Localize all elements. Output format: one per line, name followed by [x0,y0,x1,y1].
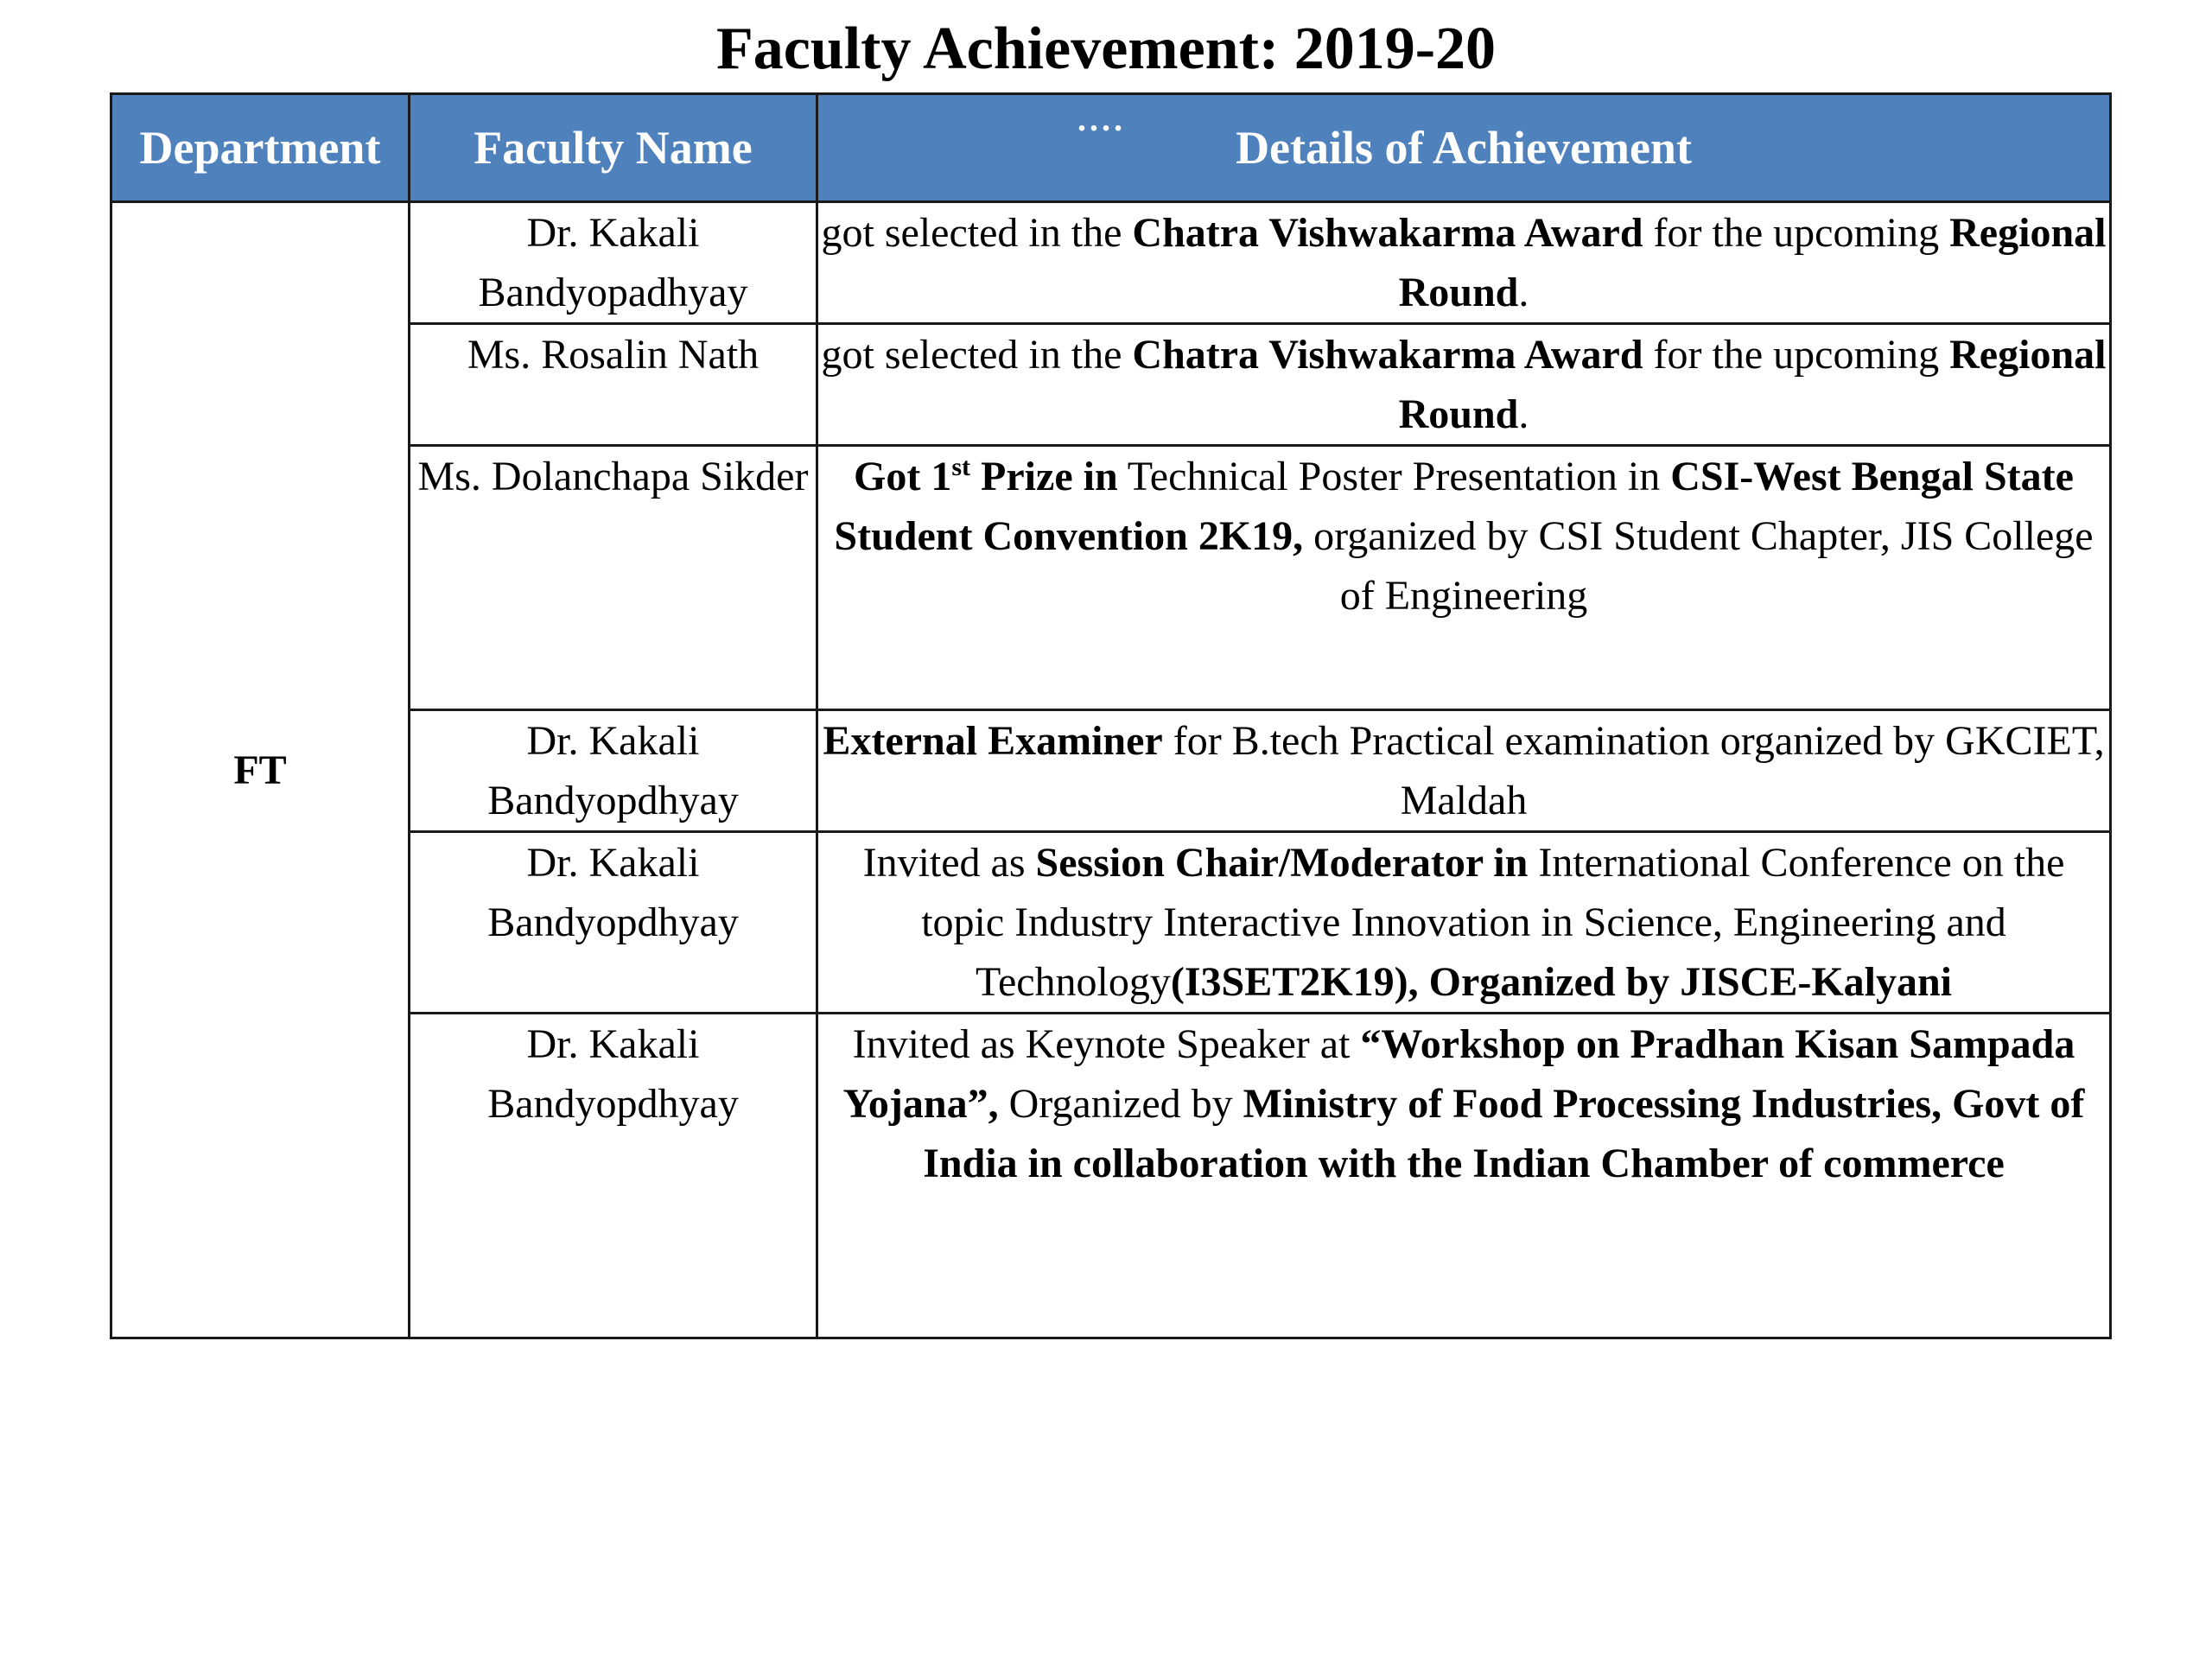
detail-text-run: CSI-West Bengal State Student Convention 2K19, [834,454,2074,559]
table-row [111,202,2111,324]
achievement-details-cell [817,324,2111,446]
faculty-name-cell: Ms. Rosalin Nath [410,324,817,446]
detail-text-run: got selected in the [821,210,1133,256]
detail-text-run: Regional Round [1398,210,2107,315]
table-header-row [111,94,2111,202]
detail-text-run: Regional Round [1398,332,2107,437]
department-cell: FT [111,202,410,1338]
detail-text-run: . [1518,391,1529,437]
header-details [817,94,2111,202]
detail-text-run: st [951,453,971,481]
table-row [111,1014,2111,1338]
detail-text-run: Invited as [862,840,1036,886]
table-row [111,832,2111,1014]
detail-text-run: . [1518,270,1529,315]
achievement-details-cell [817,202,2111,324]
detail-text-run: Technical Poster Presentation in [1117,454,1671,499]
detail-text-run: “Workshop on Pradhan Kisan Sampada Yojana”, [842,1021,2075,1127]
detail-text-run: Organized by [998,1081,1243,1127]
achievement-details-cell [817,446,2111,710]
header-faculty-name: Faculty Name [410,94,817,202]
detail-text-run: for B.tech Practical examination organized by GKCIET, Maldah [1162,718,2105,823]
header-details-label: Details of Achievement [1236,122,1692,174]
achievement-details-cell [817,710,2111,832]
header-department: Department [111,94,410,202]
detail-text-run: Prize in [970,454,1118,499]
detail-text-run: International Conference on the topic Industry Interactive Innovation in Science, Engineering and Technology [921,840,2065,1005]
detail-text-run: External Examiner [823,718,1163,764]
faculty-name-cell: Dr. Kakali Bandyopdhyay [410,1014,817,1338]
detail-text-run: for the upcoming [1643,332,1950,378]
table-row [111,324,2111,446]
detail-text-run: Chatra Vishwakarma Award [1132,210,1643,256]
detail-text-run: organized by CSI Student Chapter, JIS College of Engineering [1303,513,2094,619]
faculty-name-cell: Dr. Kakali Bandyopdhyay [410,710,817,832]
table-row [111,710,2111,832]
detail-text-run: (I3SET2K19), Organized by JISCE-Kalyani [1170,959,1953,1005]
faculty-name-cell: Dr. Kakali Bandyopadhyay [410,202,817,324]
achievement-details-cell [817,1014,2111,1338]
achievement-details-cell [817,832,2111,1014]
detail-text-run: Ministry of Food Processing Industries, Govt of India in collaboration with the Indian Chamber of commerce [923,1081,2085,1186]
detail-text-run: Invited as Keynote Speaker at [852,1021,1361,1067]
achievements-table [110,92,2112,1339]
detail-text-run: for the upcoming [1643,210,1950,256]
table-row [111,446,2111,710]
detail-text-run: Chatra Vishwakarma Award [1132,332,1643,378]
detail-text-run: got selected in the [821,332,1133,378]
faculty-name-cell: Ms. Dolanchapa Sikder [410,446,817,710]
detail-text-run: Got 1 [854,454,952,499]
detail-text-run: Session Chair/Moderator in [1035,840,1529,886]
header-dots: .... [1077,99,1126,138]
faculty-name-cell: Dr. Kakali Bandyopdhyay [410,832,817,1014]
page-title: Faculty Achievement: 2019-20 [715,16,1497,82]
